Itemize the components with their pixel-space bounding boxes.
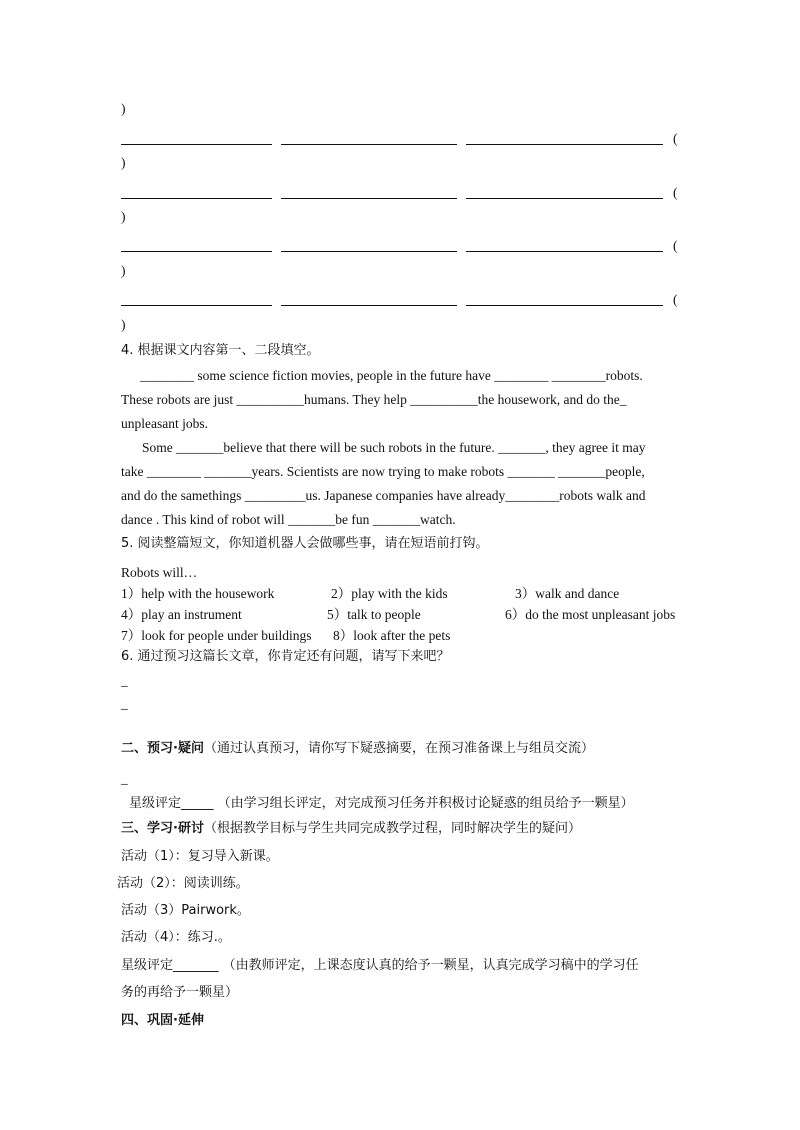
q6-blank-1[interactable]: _: [121, 673, 128, 688]
q5-option-7[interactable]: 7）look for people under buildings: [121, 628, 312, 643]
answer-row-2[interactable]: [0, 182, 800, 202]
answer-line[interactable]: [281, 198, 457, 199]
q5-option-3[interactable]: 3）walk and dance: [515, 586, 620, 601]
activity-2: 活动（2）：阅读训练。: [117, 876, 249, 891]
section-title: 三、学习·研讨: [121, 821, 204, 836]
answer-line[interactable]: [466, 251, 663, 252]
answer-line[interactable]: [281, 251, 457, 252]
section3-header: [121, 820, 581, 838]
section-title: 二、预习·疑问: [121, 741, 204, 756]
section-note: （通过认真预习，请你写下疑惑摘要，在预习准备课上与组员交流）: [203, 741, 594, 756]
section3-rating-line-2: 务的再给予一颗星）: [121, 985, 239, 1000]
answer-row-4[interactable]: [0, 289, 800, 309]
q4-line-4: Some _______believe that there will be such robots in the future. _______, they agree it may: [142, 440, 646, 455]
q4-heading: 4. 根据课文内容第一、二段填空。: [121, 343, 320, 358]
close-paren: ): [121, 317, 126, 332]
q5-lead: Robots will…: [121, 565, 198, 580]
q5-option-1[interactable]: 1）help with the housework: [121, 586, 275, 601]
section4-title: 四、巩固·延伸: [121, 1013, 204, 1028]
q6-blank-2[interactable]: _: [121, 696, 128, 711]
answer-row-1[interactable]: [0, 128, 800, 148]
open-paren: (: [673, 131, 678, 146]
open-paren: (: [673, 238, 678, 253]
close-paren: ): [121, 209, 126, 224]
q4-line-2: These robots are just __________humans. They help __________the housework, and do the_: [121, 392, 627, 407]
q4-line-3: unpleasant jobs.: [121, 416, 208, 431]
answer-line[interactable]: [281, 144, 457, 145]
open-paren: (: [673, 292, 678, 307]
q4-line-1: ________ some science fiction movies, people in the future have ________ ________robots.: [140, 368, 643, 383]
section-note: （根据教学目标与学生共同完成教学过程，同时解决学生的疑问）: [203, 821, 581, 836]
answer-row-3[interactable]: [0, 235, 800, 255]
q5-option-4[interactable]: 4）play an instrument: [121, 607, 242, 622]
answer-line[interactable]: [466, 198, 663, 199]
close-paren: ): [121, 155, 126, 170]
q5-heading: 5. 阅读整篇短文，你知道机器人会做哪些事，请在短语前打钩。: [121, 536, 489, 551]
q4-line-7: dance . This kind of robot will _______be fun _______watch.: [121, 512, 456, 527]
answer-line[interactable]: [121, 198, 272, 199]
q5-option-8[interactable]: 8）look after the pets: [333, 628, 451, 643]
answer-line[interactable]: [466, 144, 663, 145]
open-paren: (: [673, 185, 678, 200]
answer-line[interactable]: [466, 305, 663, 306]
section2-header: [121, 740, 594, 758]
section3-rating-line-1: 星级评定_______ （由教师评定，上课态度认真的给予一颗星，认真完成学习稿中的学习任: [121, 958, 639, 973]
q4-line-6: and do the samethings _________us. Japanese companies have already________robots walk and: [121, 488, 646, 503]
activity-1: 活动（1）：复习导入新课。: [121, 849, 279, 864]
section2-rating: 星级评定_____ （由学习组长评定，对完成预习任务并积极讨论疑惑的组员给予一颗星）: [129, 796, 634, 811]
q4-line-5: take ________ _______years. Scientists are now trying to make robots _______ _______people,: [121, 464, 645, 479]
table-lead-close-paren: ): [121, 101, 126, 116]
q6-heading: 6. 通过预习这篇长文章，你肯定还有问题，请写下来吧？: [121, 649, 450, 664]
activity-3: 活动（3）Pairwork。: [121, 903, 250, 918]
activity-4: 活动（4）：练习.。: [121, 930, 231, 945]
close-paren: ): [121, 263, 126, 278]
answer-line[interactable]: [281, 305, 457, 306]
q5-option-5[interactable]: 5）talk to people: [327, 607, 421, 622]
q5-option-6[interactable]: 6）do the most unpleasant jobs: [505, 607, 676, 622]
answer-line[interactable]: [121, 144, 272, 145]
q5-option-2[interactable]: 2）play with the kids: [331, 586, 448, 601]
answer-line[interactable]: [121, 251, 272, 252]
section2-blank[interactable]: _: [121, 771, 128, 786]
answer-line[interactable]: [121, 305, 272, 306]
